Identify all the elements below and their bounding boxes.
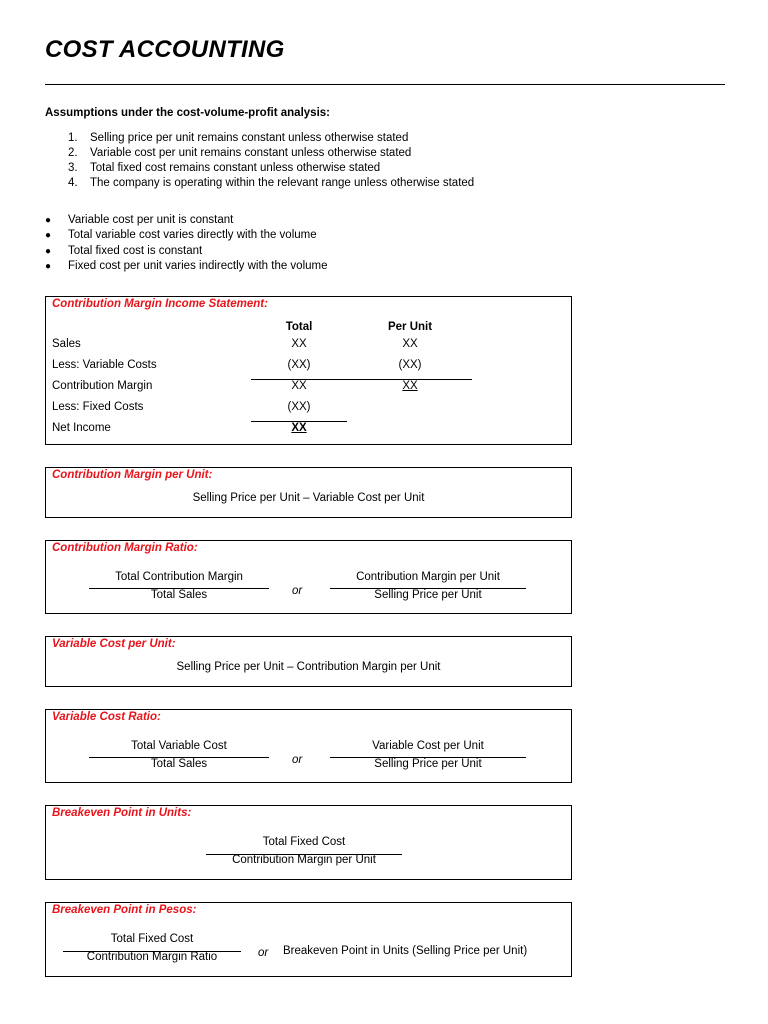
vc-ratio-box	[45, 709, 572, 783]
formula: Selling Price per Unit – Variable Cost per Unit	[192, 492, 425, 504]
box-title: Contribution Margin Ratio:	[52, 542, 198, 554]
vc-per-unit-box	[45, 636, 572, 687]
row-total: (XX)	[287, 401, 311, 413]
fraction-numerator: Contribution Margin per Unit	[356, 571, 500, 583]
list-item: 1. Selling price per unit remains constant unless otherwise stated	[68, 132, 409, 144]
formula: Selling Price per Unit – Contribution Margin per Unit	[176, 661, 441, 673]
bullet-icon: ●	[45, 245, 52, 257]
bullet-icon: ●	[45, 230, 52, 242]
row-per-unit: (XX)	[398, 359, 422, 371]
row-label: Less: Variable Costs	[52, 359, 157, 371]
fraction-denominator: Contribution Margin per Unit	[232, 854, 376, 866]
col-header-per-unit: Per Unit	[387, 321, 433, 333]
row-total: XX	[291, 338, 307, 350]
assumptions-bullet-list	[45, 213, 328, 274]
bep-pesos-box	[45, 902, 572, 977]
row-total: XX	[291, 422, 307, 434]
title-divider	[45, 84, 725, 85]
page-title: COST ACCOUNTING	[45, 36, 285, 63]
assumptions-heading: Assumptions under the cost-volume-profit analysis:	[45, 107, 330, 119]
list-item: 2. Variable cost per unit remains constant unless otherwise stated	[68, 147, 412, 159]
bullet-icon: ●	[45, 260, 52, 272]
or-label: or	[258, 947, 269, 959]
list-item: ● Total fixed cost is constant	[45, 244, 328, 259]
alt-formula: Breakeven Point in Units (Selling Price per Unit)	[283, 945, 528, 957]
fraction-denominator: Selling Price per Unit	[374, 589, 482, 601]
list-item: ● Total variable cost varies directly with the volume	[45, 228, 328, 243]
col-header-total: Total	[285, 321, 313, 333]
fraction-denominator: Contribution Margin Ratio	[86, 951, 218, 963]
row-label: Contribution Margin	[52, 380, 153, 392]
list-item: 3. Total fixed cost remains constant unless otherwise stated	[68, 162, 381, 174]
or-label: or	[292, 754, 303, 766]
list-item: ● Variable cost per unit is constant	[45, 213, 328, 228]
box-title: Contribution Margin Income Statement:	[52, 298, 268, 310]
fraction-numerator: Total Fixed Cost	[262, 836, 346, 848]
cm-income-statement-box	[45, 296, 572, 445]
cm-ratio-box	[45, 540, 572, 614]
row-label: Less: Fixed Costs	[52, 401, 144, 413]
box-title: Variable Cost Ratio:	[52, 711, 161, 723]
fraction-numerator: Variable Cost per Unit	[372, 740, 484, 752]
box-title: Breakeven Point in Pesos:	[52, 904, 197, 916]
fraction-numerator: Total Variable Cost	[131, 740, 227, 752]
row-per-unit: XX	[402, 338, 418, 350]
row-total: XX	[291, 380, 307, 392]
row-label: Net Income	[52, 422, 111, 434]
bep-units-box	[45, 805, 572, 880]
row-per-unit: XX	[402, 380, 418, 392]
cm-per-unit-box	[45, 467, 572, 518]
row-total: (XX)	[287, 359, 311, 371]
row-label: Sales	[52, 338, 81, 350]
list-item: 4. The company is operating within the relevant range unless otherwise stated	[68, 177, 475, 189]
box-title: Variable Cost per Unit:	[52, 638, 176, 650]
box-title: Breakeven Point in Units:	[52, 807, 192, 819]
fraction-numerator: Total Fixed Cost	[110, 933, 194, 945]
list-item: ● Fixed cost per unit varies indirectly with the volume	[45, 259, 328, 274]
fraction-denominator: Total Sales	[150, 758, 208, 770]
fraction-numerator: Total Contribution Margin	[115, 571, 243, 583]
fraction-denominator: Total Sales	[150, 589, 208, 601]
or-label: or	[292, 585, 303, 597]
assumptions-numbered-list	[68, 131, 474, 191]
fraction-denominator: Selling Price per Unit	[374, 758, 482, 770]
box-title: Contribution Margin per Unit:	[52, 469, 213, 481]
bullet-icon: ●	[45, 215, 52, 226]
